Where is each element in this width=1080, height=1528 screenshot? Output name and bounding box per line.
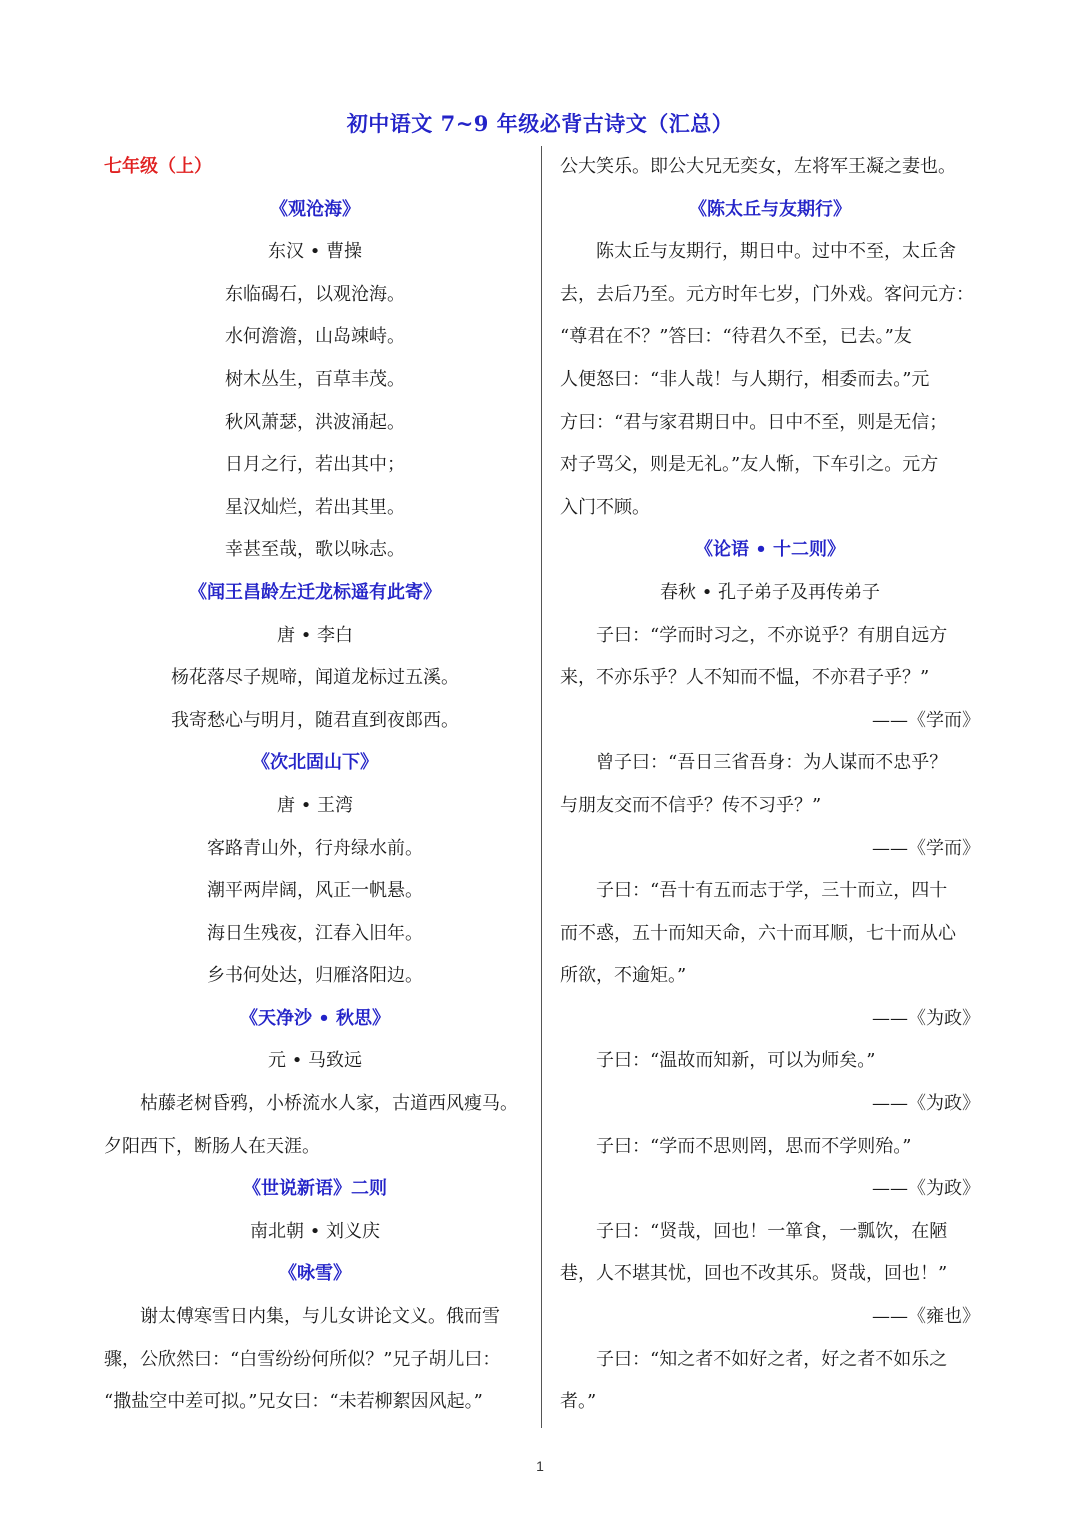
prose-line: 人便怒曰：“非人哉！与人期行，相委而去。”元: [560, 368, 930, 390]
prose-line: 去，去后乃至。元方时年七岁，门外戏。客问元方：: [560, 283, 974, 305]
poem-title-main: 《世说新语》: [243, 1178, 351, 1200]
grade-heading: 七年级（上）: [104, 156, 212, 177]
quote-line: 来，不亦乐乎？人不知而不愠，不亦君子乎？”: [560, 667, 930, 689]
prose-line: 入门不顾。: [560, 496, 650, 518]
prose-line: 骤，公欣然曰：“白雪纷纷何所似？”兄子胡儿曰：: [104, 1348, 501, 1370]
quote-line: 子曰：“知之者不如好之者，好之者不如乐之: [596, 1348, 948, 1370]
prose-line: 夕阳西下，断肠人在天涯。: [104, 1135, 320, 1157]
quote-line: 子曰：“温故而知新，可以为师矣。”: [596, 1050, 876, 1072]
poem-title: 《天净沙 • 秋思》: [239, 1007, 391, 1029]
prose-line: 方曰：“君与家君期日中。日中不至，则是无信；: [560, 411, 948, 433]
document-title: 初中语文 7~9 年级必背古诗文（汇总）: [346, 111, 734, 136]
poem-title: 《闻王昌龄左迁龙标遥有此寄》: [189, 581, 441, 603]
quote-source: ——《为政》: [872, 1178, 980, 1200]
quote-line: 者。”: [560, 1391, 597, 1413]
left-column: [104, 146, 526, 1424]
poem-title: 《观沧海》: [270, 198, 360, 220]
poem-line: 杨花落尽子规啼，闻道龙标过五溪。: [171, 667, 459, 689]
poem-author: 东汉 • 曹操: [267, 241, 363, 263]
poem-line: 东临碣石，以观沧海。: [225, 283, 405, 305]
quote-line: 子曰：“吾十有五而志于学，三十而立，四十: [596, 880, 948, 902]
poem-title-suffix: 二则: [351, 1178, 387, 1200]
poem-line: 水何澹澹，山岛竦峙。: [225, 326, 405, 348]
quote-line: 子曰：“学而时习之，不亦说乎？有朋自远方: [596, 624, 948, 646]
quote-line: 子曰：“贤哉，回也！一箪食，一瓢饮，在陋: [596, 1220, 948, 1242]
quote-source: ——《学而》: [872, 837, 980, 859]
poem-line: 客路青山外，行舟绿水前。: [207, 837, 423, 859]
poem-line: 秋风萧瑟，洪波涌起。: [225, 411, 405, 433]
quote-line: 与朋友交而不信乎？传不习乎？”: [560, 794, 822, 816]
prose-line: 枯藤老树昏鸦，小桥流水人家，古道西风瘦马。: [140, 1093, 518, 1115]
prose-line: 陈太丘与友期行，期日中。过中不至，太丘舍: [596, 241, 956, 263]
poem-line: 我寄愁心与明月，随君直到夜郎西。: [171, 709, 459, 731]
right-column: [560, 146, 980, 1424]
column-divider: [541, 146, 542, 1428]
poem-line: 潮平两岸阔，风正一帆悬。: [207, 880, 423, 902]
prose-line: “撒盐空中差可拟。”兄女曰：“未若柳絮因风起。”: [104, 1391, 483, 1413]
prose-line: 对子骂父，则是无礼。”友人惭，下车引之。元方: [560, 454, 939, 476]
quote-source: ——《雍也》: [872, 1306, 980, 1328]
quote-source: ——《为政》: [872, 1093, 980, 1115]
poem-line: 星汉灿烂，若出其里。: [225, 496, 405, 518]
poem-line: 海日生残夜，江春入旧年。: [207, 922, 423, 944]
poem-author: 南北朝 • 刘义庆: [249, 1220, 381, 1242]
prose-line: 谢太傅寒雪日内集，与儿女讲论文义。俄而雪: [140, 1306, 500, 1328]
poem-author: 元 • 马致远: [267, 1050, 363, 1072]
poem-line: 幸甚至哉，歌以咏志。: [225, 539, 405, 561]
poem-subtitle: 《咏雪》: [279, 1263, 351, 1285]
poem-title: 《陈太丘与友期行》: [689, 198, 851, 220]
quote-line: 子曰：“学而不思则罔，思而不学则殆。”: [596, 1135, 912, 1157]
poem-line: 树木丛生，百草丰茂。: [225, 368, 405, 390]
page-number: 1: [536, 1458, 544, 1474]
quote-line: 所欲，不逾矩。”: [560, 965, 687, 987]
poem-author: 唐 • 李白: [276, 624, 354, 646]
poem-title: 《次北固山下》: [252, 752, 378, 774]
poem-line: 日月之行，若出其中；: [225, 454, 405, 476]
prose-line: 公大笑乐。即公大兄无奕女，左将军王凝之妻也。: [560, 156, 956, 177]
quote-source: ——《为政》: [872, 1007, 980, 1029]
quote-line: 巷，人不堪其忧，回也不改其乐。贤哉，回也！”: [560, 1263, 948, 1285]
quote-source: ——《学而》: [872, 709, 980, 731]
quote-line: 曾子曰：“吾日三省吾身：为人谋而不忠乎？: [596, 752, 948, 774]
prose-line: “尊君在不？”答曰：“待君久不至，已去。”友: [560, 326, 912, 348]
quote-line: 而不惑，五十而知天命，六十而耳顺，七十而从心: [560, 922, 956, 944]
poem-title: 《论语 • 十二则》: [694, 539, 846, 561]
poem-title: [104, 1168, 526, 1211]
poem-line: 乡书何处达，归雁洛阳边。: [207, 965, 423, 987]
poem-author: 春秋 • 孔子弟子及再传弟子: [659, 581, 881, 603]
poem-author: 唐 • 王湾: [276, 794, 354, 816]
